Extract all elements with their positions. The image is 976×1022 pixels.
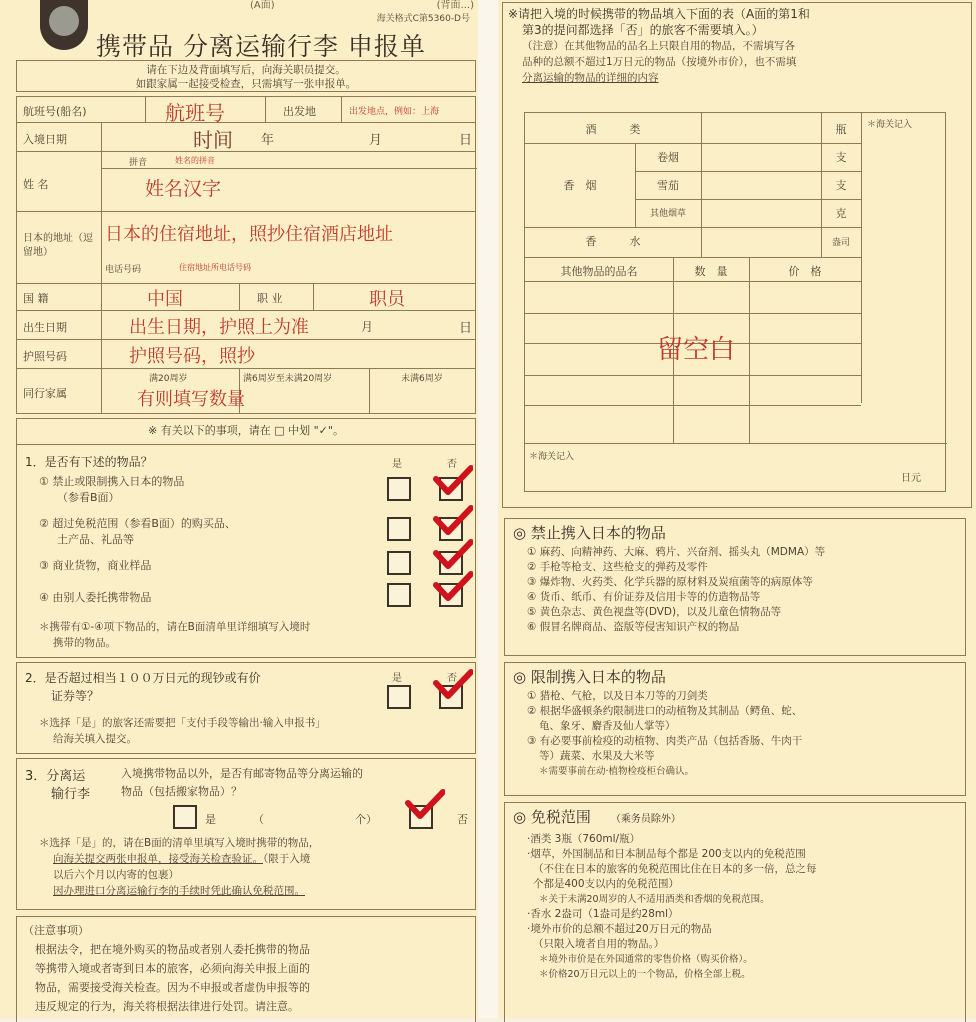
birth-row — [17, 311, 475, 340]
origin-label: 出发地 — [283, 105, 316, 118]
restricted-item: ① 猎枪、气枪，以及日本刀等的刀剑类 — [527, 690, 708, 702]
prohibited-item: ③ 爆炸物、火药类、化学兵器的原材料及炭疽菌等的病原体等 — [527, 576, 813, 588]
q3-note-line: 向海关提交两张申报单，接受海关检查验证。 — [53, 853, 263, 865]
q1-item-4-yes-checkbox[interactable] — [387, 583, 411, 607]
cigars-unit: 支 — [835, 179, 847, 192]
phonetic-label: 拼音 — [129, 158, 148, 168]
q1-item-1: ① 禁止或限制携入日本的物品 — [39, 475, 185, 488]
leave-blank-annotation: 留空白 — [657, 335, 736, 365]
duty-free-item: （不住在日本的旅客的免税范围比住在日本的多一倍，总之每 — [533, 863, 817, 875]
birth-field[interactable]: 出生日期，护照上为准 — [129, 317, 309, 338]
passport-row — [17, 340, 475, 369]
q3-title: 3．分离运 — [25, 769, 86, 784]
q3-note-line: 以后六个月以内寄的包裹） — [53, 869, 179, 881]
yen-label: 日元 — [901, 473, 921, 484]
name-field[interactable]: 姓名汉字 — [145, 178, 222, 200]
address-row — [17, 212, 475, 284]
caution-line: 根据法令，把在境外购买的物品或者别人委托携带的物品 — [35, 943, 310, 956]
occupation-label: 职 业 — [257, 292, 283, 305]
prohibited-goods-box — [504, 518, 966, 656]
birth-day-label: 日 — [459, 321, 473, 336]
goods-table — [524, 112, 946, 492]
back-mark: (背面...) — [436, 0, 474, 11]
question-1-section — [16, 418, 476, 658]
form-page-a — [0, 0, 478, 1018]
caution-section — [16, 916, 476, 1022]
no-header: 否 — [447, 673, 457, 684]
other-goods-header-name: 其他物品的品名 — [560, 265, 638, 278]
flight-field[interactable]: 航班号 — [165, 101, 225, 125]
family-field[interactable]: 有则填写数量 — [137, 389, 245, 410]
caution-line: 物品，需要接受海关检查。因为不申报或者虚伪申报等的 — [35, 981, 310, 994]
q1-note — [39, 619, 310, 651]
liquor-unit: 瓶 — [835, 123, 847, 136]
q2-note-line: 给海关填入提交。 — [53, 733, 137, 745]
q2-title: 2．是否超过相当１００万日元的现钞或有价 — [25, 671, 261, 685]
cigarettes-label: 卷烟 — [657, 151, 679, 164]
flight-row — [17, 97, 475, 123]
other-tobacco-unit: 克 — [835, 207, 847, 220]
q1-item-4: ④ 由别人委托携带物品 — [39, 591, 152, 604]
day-label: 日 — [459, 133, 473, 148]
nationality-row — [17, 284, 475, 311]
q2-note-line: ＊选择「是」的旅客还需要把「支付手段等输出·输入申报书」 — [39, 717, 326, 729]
q1-note-line: ＊携带有①-④项下物品的，请在B面清单里详细填写入境时 — [39, 621, 311, 633]
restricted-item: 龟、象牙、麝香及仙人掌等） — [539, 720, 676, 732]
cigarettes-unit: 支 — [835, 151, 847, 164]
q3-note — [39, 835, 319, 899]
question-3-section — [16, 758, 476, 910]
family-col-minor: 满6周岁至未满20周岁 — [243, 374, 333, 384]
name-row — [17, 152, 475, 212]
occupation-field[interactable]: 职员 — [369, 289, 405, 310]
family-row — [17, 369, 475, 414]
restricted-item: ② 根据华盛顿条约限制进口的动植物及其制品（鳄鱼、蛇、 — [527, 705, 803, 717]
intro-line: 第3的提问都选择「否」的旅客不需要填入。） — [522, 23, 764, 37]
question-2-section — [16, 662, 476, 754]
restricted-item: 等）蔬菜、水果及大米等 — [539, 750, 655, 762]
q3-note-line: ＊选择「是」的，请在B面的清单里填写入境时携带的物品， — [39, 837, 320, 849]
q3-question: 入境携带物品以外，是否有邮寄物品等分离运输的 — [121, 767, 363, 780]
prohibited-item: ⑥ 假冒名牌商品、盗版等侵害知识产权的物品 — [527, 621, 740, 633]
checkmark-icon — [433, 571, 473, 603]
q3-title-cont: 输行李 — [51, 787, 91, 802]
duty-free-item: ·酒类 3瓶（760ml/瓶） — [527, 833, 641, 845]
checkmark-icon — [433, 669, 473, 701]
restricted-goods-box — [504, 662, 966, 796]
duty-free-note: ＊关于未满20周岁的人不适用酒类和香烟的免税范围。 — [539, 894, 770, 905]
form-code: 海关格式C第5360-D号 — [376, 14, 470, 24]
q3-no-label: 否 — [457, 813, 468, 826]
caution-line: 等携带入境或者寄到日本的旅客，必须向海关申报上面的 — [35, 962, 310, 975]
q2-yes-checkbox[interactable] — [387, 685, 411, 709]
page-gutter — [478, 0, 498, 1018]
birth-label: 出生日期 — [23, 321, 67, 334]
q3-paren-open: （ — [253, 813, 264, 826]
entry-date-label: 入境日期 — [23, 133, 67, 146]
month-label: 月 — [369, 133, 383, 148]
duty-free-item: （只限入境者自用的物品。） — [533, 938, 665, 950]
flight-label: 航班号(船名) — [23, 105, 87, 118]
restricted-item: ③ 有必要事前检疫的动植物、肉类产品（包括香肠、牛肉干 — [527, 735, 803, 747]
no-header: 否 — [447, 459, 457, 470]
q1-item-3: ③ 商业货物，商业样品 — [39, 559, 152, 572]
q1-item-1-note: （参看B面） — [57, 491, 120, 504]
q1-title: 1．是否有下述的物品？ — [25, 455, 153, 469]
checkmark-icon — [405, 789, 445, 821]
phone-label: 电话号码 — [105, 265, 142, 275]
duty-free-note: ＊价格20万日元以上的一个物品，价格全部上税。 — [539, 969, 751, 980]
address-field[interactable]: 日本的住宿地址，照抄住宿酒店地址 — [105, 224, 393, 245]
yes-header: 是 — [392, 673, 402, 684]
q1-item-2-note: 土产品、礼品等 — [57, 533, 134, 546]
duty-free-box — [504, 802, 966, 1022]
intro-line: ※请把入境的时候携带的物品填入下面的表（A面的第1和 — [508, 7, 810, 21]
duty-free-item: 个都是400支以内的免税范围） — [533, 878, 680, 890]
side-mark: (A面) — [250, 0, 275, 11]
caution-text — [23, 921, 310, 1016]
q3-note-line: （限于入境 — [263, 853, 311, 865]
q1-item-2: ② 超过免税范围（参看B面）的购买品、 — [39, 517, 236, 530]
phonetic-field[interactable]: 姓名的拼音 — [175, 156, 215, 165]
customs-use-note-bottom: ＊海关记入 — [529, 452, 575, 462]
notice-line: 请在下边及背面填写后，向海关职员提交。 — [146, 64, 346, 76]
prohibited-item: ① 麻药、向精神药、大麻、鸦片、兴奋剂、摇头丸（MDMA）等 — [527, 546, 826, 558]
caution-title: （注意事项） — [23, 924, 89, 937]
entry-date-field[interactable]: 时间 — [193, 128, 233, 152]
restricted-title: ◎ 限制携入日本的物品 — [513, 668, 666, 686]
name-label: 姓 名 — [23, 178, 49, 191]
customs-emblem-icon — [40, 0, 88, 50]
duty-free-title: ◎ 免税范围 — [513, 808, 591, 826]
prohibited-item: ⑤ 黄色杂志、黄色视盘等(DVD)，以及儿童色情物品等 — [527, 606, 782, 618]
prohibited-item: ④ 货币、纸币、有价证券及信用卡等的仿造物品等 — [527, 591, 761, 603]
cigars-label: 雪茄 — [657, 179, 679, 192]
other-tobacco-label: 其他烟草 — [649, 209, 686, 219]
intro-note-line: 品种的总额不超过1万日元的物品（按境外市价），也不需填 — [522, 56, 797, 68]
yes-header: 是 — [392, 459, 402, 470]
prohibited-item: ② 手枪等枪支、这些枪支的弹药及零件 — [527, 561, 708, 573]
address-label: 日本的地址（逗留地） — [23, 233, 93, 258]
checkmark-icon — [433, 539, 473, 571]
checkbox-instruction: ※ 有关以下的事项，请在 □ 中划 "✓"。 — [17, 419, 475, 445]
form-page-b — [498, 0, 976, 1018]
origin-field[interactable]: 出发地点，例如：上海 — [349, 107, 440, 117]
duty-free-item: ·烟草，外国制品和日本制品每个都是 200支以内的免税范围 — [527, 848, 806, 860]
other-goods-header-price: 价 格 — [788, 265, 822, 278]
duty-free-title-note: （乘务员除外） — [610, 814, 681, 825]
customs-use-note: ＊海关记入 — [867, 120, 913, 130]
prohibited-title: ◎ 禁止携入日本的物品 — [513, 524, 666, 542]
q3-question-cont: 物品（包括搬家物品）？ — [121, 785, 242, 798]
q2-note — [39, 715, 326, 747]
tobacco-label: 香 烟 — [563, 179, 597, 192]
duty-free-item: ·香水 2盎司（1盎司是约28ml） — [527, 908, 679, 920]
q2-title-cont: 证券等？ — [51, 689, 100, 703]
caution-line: 违反规定的行为，海关将根据法律进行处罚。请注意。 — [35, 1000, 299, 1013]
family-col-child: 未满6周岁 — [401, 374, 443, 384]
checkmark-icon — [433, 465, 473, 497]
q3-count-unit: 个） — [355, 813, 377, 826]
notice-line: 如跟家属一起接受检查，只需填写一张申报单。 — [135, 78, 357, 90]
year-label: 年 — [261, 133, 275, 148]
nationality-field[interactable]: 中国 — [147, 289, 183, 310]
liquor-label: 酒 类 — [585, 123, 641, 136]
q1-item-3-yes-checkbox[interactable] — [387, 551, 411, 575]
duty-free-item: ·境外市价的总额不超过20万日元的物品 — [527, 923, 712, 935]
birth-month-label: 月 — [361, 320, 374, 334]
family-col-adult: 满20周岁 — [149, 374, 188, 384]
q1-note-line: 携带的物品。 — [53, 637, 116, 649]
phone-field[interactable]: 住宿地址所电话号码 — [179, 263, 251, 272]
restricted-note: ＊需要事前在动·植物检疫柜台确认。 — [539, 766, 695, 777]
q3-note-line: 因办理进口分离运输行李的手续时凭此确认免税范围。 — [53, 885, 305, 897]
intro-note-line: （注意）在其他物品的品名上只限自用的物品，不需填写各 — [522, 40, 795, 52]
form-title: 携带品 分离运输行李 申报单 — [96, 32, 426, 61]
personal-info-grid — [16, 96, 476, 414]
q3-yes-label: 是 — [205, 813, 216, 826]
other-goods-header-qty: 数 量 — [694, 265, 728, 278]
nationality-label: 国 籍 — [23, 292, 49, 305]
duty-free-note: ＊境外市价是在外国通常的零售价格（购买价格）。 — [539, 954, 753, 965]
perfume-unit: 盎司 — [831, 238, 850, 248]
q3-yes-checkbox[interactable] — [173, 805, 197, 829]
q1-item-1-yes-checkbox[interactable] — [387, 477, 411, 501]
passport-label: 护照号码 — [23, 350, 67, 363]
perfume-label: 香 水 — [585, 235, 641, 248]
entry-date-row — [17, 123, 475, 152]
intro-note-line: 分离运输的物品的详细的内容 — [522, 72, 659, 84]
declaration-intro — [508, 6, 968, 86]
checkmark-icon — [433, 505, 473, 537]
family-label: 同行家属 — [23, 387, 67, 400]
submission-notice — [16, 60, 476, 92]
passport-field[interactable]: 护照号码，照抄 — [129, 346, 255, 367]
q1-item-2-yes-checkbox[interactable] — [387, 517, 411, 541]
